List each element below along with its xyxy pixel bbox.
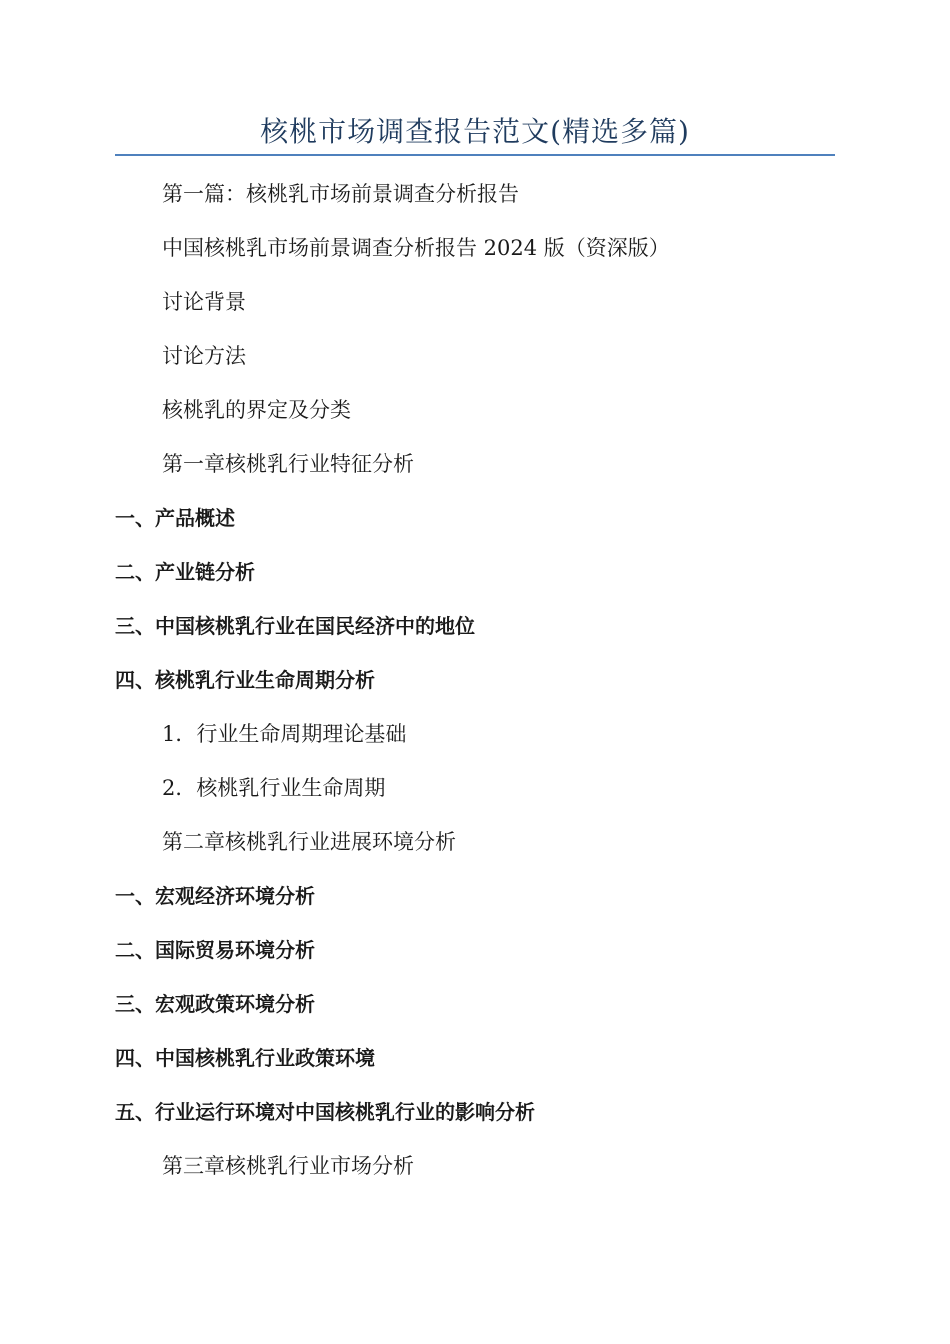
toc-line: 第三章核桃乳行业市场分析 [162,1154,414,1178]
toc-line: 第一篇：核桃乳市场前景调查分析报告 [162,182,519,206]
toc-line: 1．行业生命周期理论基础 [162,722,407,746]
toc-line: 二、国际贸易环境分析 [115,938,315,962]
toc-line: 一、产品概述 [115,506,235,530]
toc-line: 讨论背景 [162,290,246,314]
toc-line: 2．核桃乳行业生命周期 [162,776,386,800]
toc-line: 核桃乳的界定及分类 [162,398,351,422]
toc-line: 中国核桃乳市场前景调查分析报告 2024 版（资深版） [162,236,670,260]
toc-line: 三、中国核桃乳行业在国民经济中的地位 [115,614,475,638]
toc-list [0,174,950,1200]
toc-line: 第一章核桃乳行业特征分析 [162,452,414,476]
toc-line: 五、行业运行环境对中国核桃乳行业的影响分析 [115,1100,535,1124]
toc-line: 四、中国核桃乳行业政策环境 [115,1046,375,1070]
toc-line: 讨论方法 [162,344,246,368]
toc-line: 第二章核桃乳行业进展环境分析 [162,830,456,854]
title-underline [115,154,835,156]
toc-line: 四、核桃乳行业生命周期分析 [115,668,375,692]
document-title: 核桃市场调查报告范文(精选多篇) [260,115,690,148]
toc-line: 一、宏观经济环境分析 [115,884,315,908]
toc-line: 二、产业链分析 [115,560,255,584]
toc-line: 三、宏观政策环境分析 [115,992,315,1016]
